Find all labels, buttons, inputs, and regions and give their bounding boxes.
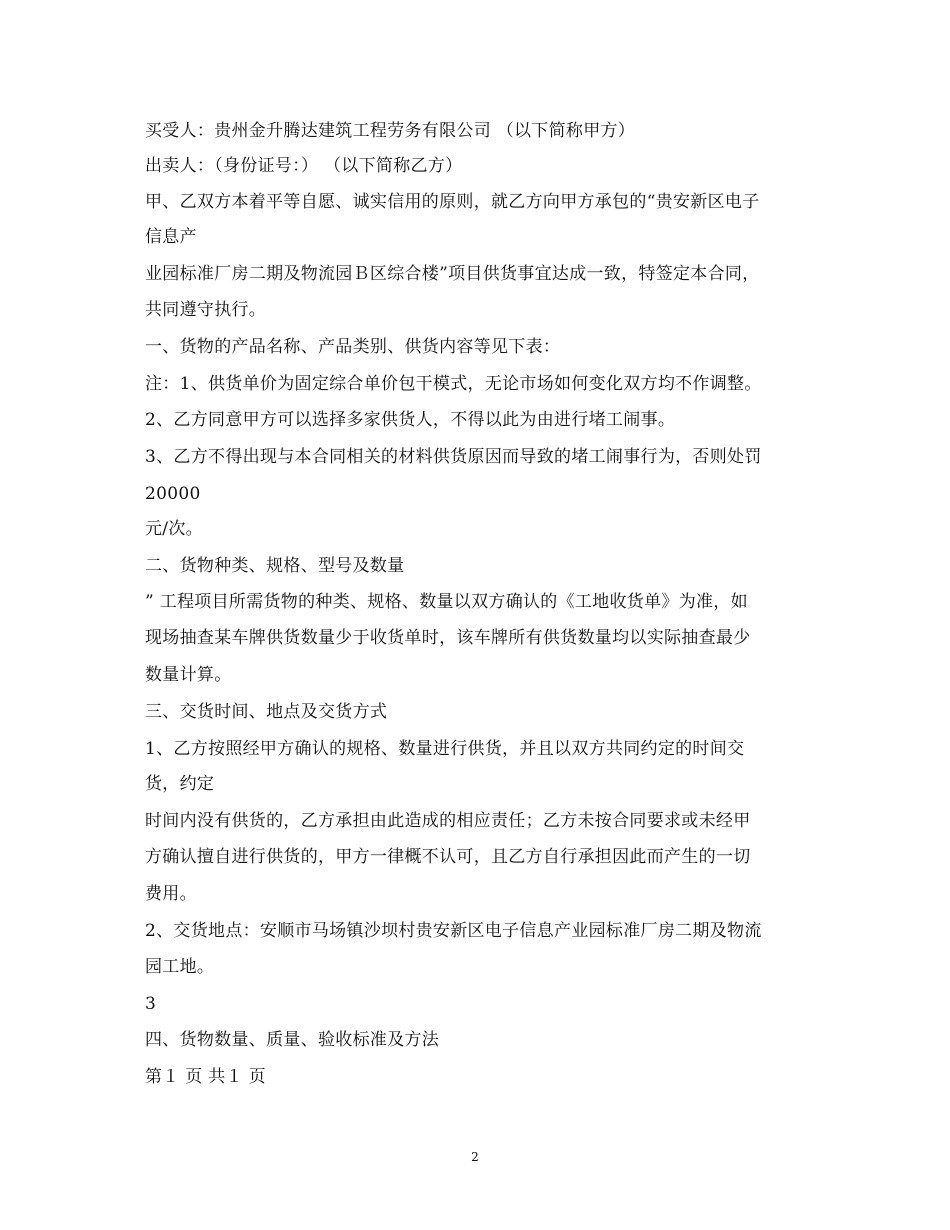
paragraph-line: 信息产 [145, 227, 197, 247]
paragraph-line: 现场抽查某车牌供货数量少于收货单时，该车牌所有供货数量均以实际抽查最少 [145, 628, 751, 648]
note-line: 2、乙方同意甲方可以选择多家供货人，不得以此为由进行堵工闹事。 [145, 410, 676, 430]
page-count-text: 第１ 页 共１ 页 [145, 1067, 266, 1087]
page-number: 2 [471, 1150, 479, 1164]
paragraph-line: 时间内没有供货的，乙方承担由此造成的相应责任；乙方未按合同要求或未经甲 [145, 811, 751, 831]
note-line: 3、乙方不得出现与本合同相关的材料供货原因而导致的堵工闹事行为，否则处罚 [145, 447, 762, 467]
section-heading-2: 二、货物种类、规格、型号及数量 [145, 556, 405, 576]
paragraph-line: 方确认擅自进行供货的，甲方一律概不认可，且乙方自行承担因此而产生的一切 [145, 847, 751, 867]
paragraph-line: 费用。 [145, 884, 197, 904]
note-line: 注：1、供货单价为固定综合单价包干模式，无论市场如何变化双方均不作调整。 [145, 374, 762, 394]
paragraph-line: 甲、乙双方本着平等自愿、诚实信用的原则，就乙方向甲方承包的“贵安新区电子 [145, 192, 760, 212]
paragraph-line: 货，约定 [145, 774, 215, 794]
seller-line: 出卖人：（身份证号：） （以下简称乙方） [145, 156, 463, 176]
paragraph-line: 业园标准厂房二期及物流园Ｂ区综合楼”项目供货事宜达成一致，特签定本合同， [145, 264, 760, 284]
buyer-line: 买受人：贵州金升腾达建筑工程劳务有限公司 （以下简称甲方） [145, 121, 636, 141]
section-heading-4: 四、货物数量、质量、验收标准及方法 [145, 1030, 440, 1050]
paragraph-line: 园工地。 [145, 957, 215, 977]
paragraph-line: 共同遵守执行。 [145, 300, 267, 320]
note-line: 20000 [145, 484, 201, 504]
section-heading-3: 三、交货时间、地点及交货方式 [145, 702, 388, 722]
paragraph-line: 3 [145, 994, 157, 1014]
note-line: 元/次。 [145, 519, 203, 539]
section-heading-1: 一、货物的产品名称、产品类别、供货内容等见下表： [145, 337, 561, 357]
paragraph-line: ” 工程项目所需货物的种类、规格、数量以双方确认的《工地收货单》为准，如 [145, 592, 748, 612]
paragraph-line: 1、乙方按照经甲方确认的规格、数量进行供货，并且以双方共同约定的时间交 [145, 739, 745, 759]
paragraph-line: 数量计算。 [145, 665, 232, 685]
paragraph-line: 2、交货地点：安顺市马场镇沙坝村贵安新区电子信息产业园标准厂房二期及物流 [145, 921, 762, 941]
